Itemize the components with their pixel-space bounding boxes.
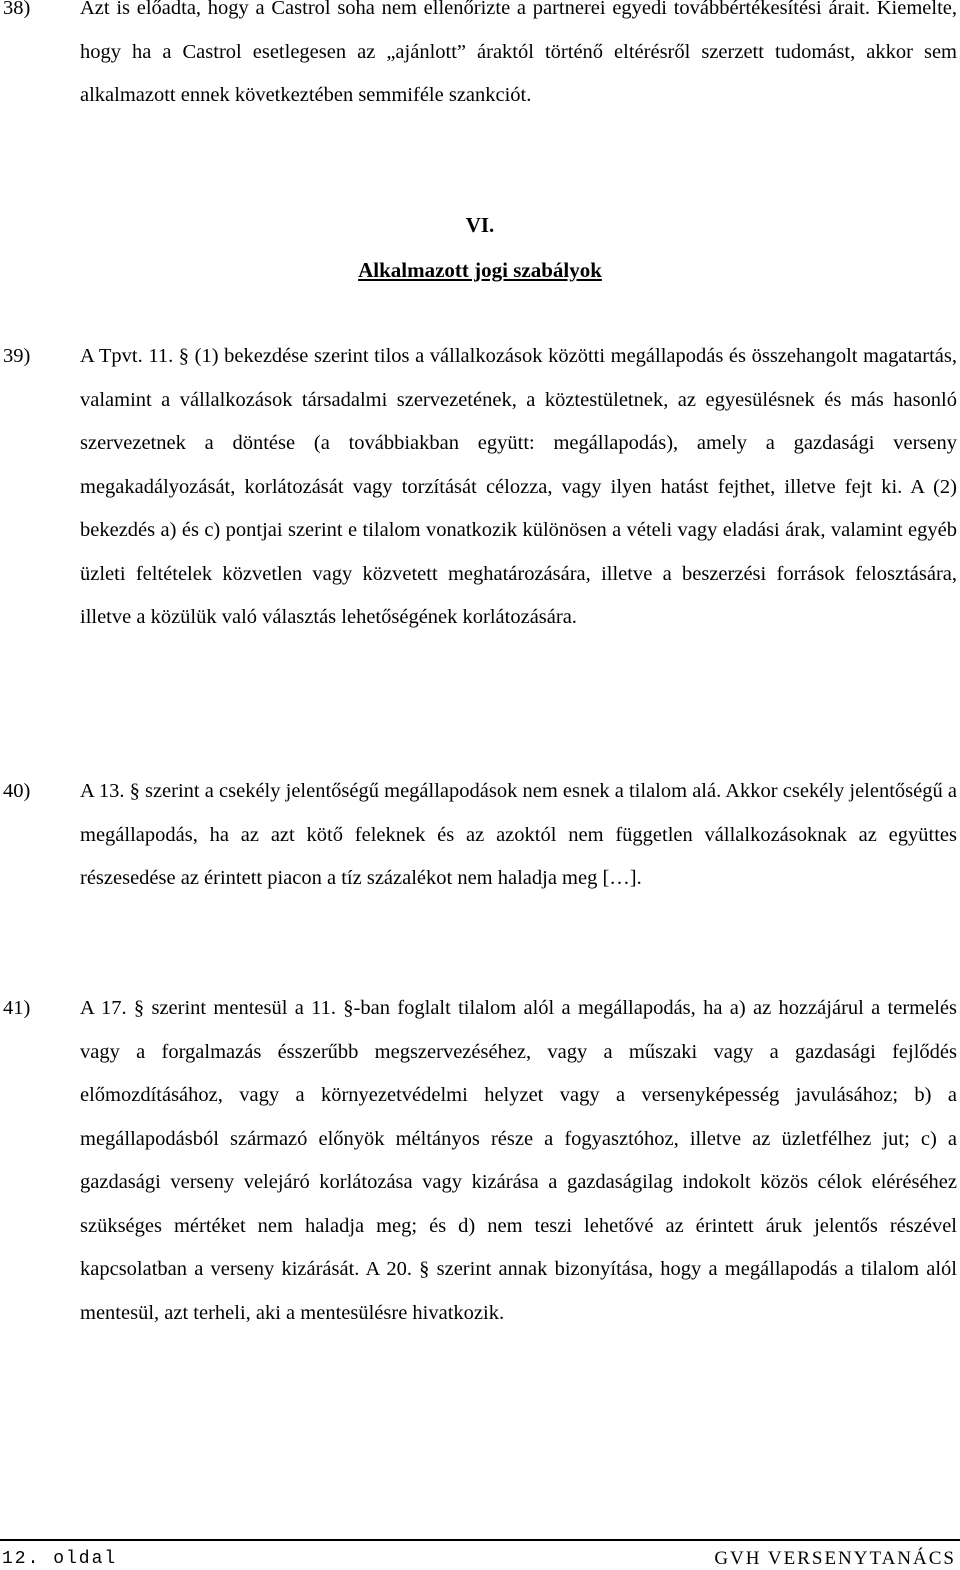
footer-divider — [0, 1539, 960, 1541]
section-title: Alkalmazott jogi szabályok — [358, 258, 602, 282]
footer-organization: GVH VERSENYTANÁCS — [714, 1548, 956, 1569]
paragraph-text: A 17. § szerint mentesül a 11. §-ban foglalt tilalom alól a megállapodás, ha a) az hozzájárul a termelés vagy a forgalmazás ésszerűbb megszervezéséhez, vagy a műszaki vagy a gazdasági fejlődés előmozdításához, vagy a környezetvédelmi helyzet vagy a versenyképesség javulásához; b) a megállapodásból származó előnyök méltányos része a fogyasztóhoz, illetve az üzletfélhez jut; c) a gazdasági verseny velejáró korlátozása vagy kizárása a gazdaságilag indokolt közös célok eléréséhez szükséges mértéket nem haladja meg; és d) nem teszi lehetővé az érintett áruk jelentős részével kapcsolatban a verseny kizárását. A 20. § szerint annak bizonyítása, hogy a megállapodás a tilalom alól mentesül, azt terheli, aki a mentesülésre hivatkozik. — [80, 997, 957, 1324]
section-number: VI. — [465, 213, 495, 237]
paragraph-number: 40) — [3, 780, 31, 802]
paragraph-41 — [0, 987, 957, 1335]
paragraph-text: A 13. § szerint a csekély jelentőségű megállapodások nem esnek a tilalom alá. Akkor csekély jelentőségű a megállapodás, ha az azt kötő feleknek és az azoktól nem független vállalkozásoknak az együttes részesedése az érintett piacon a tíz százalékot nem haladja meg […]. — [80, 780, 957, 889]
paragraph-39 — [0, 335, 957, 640]
footer-page-number: 12. oldal — [2, 1549, 118, 1569]
paragraph-number: 39) — [3, 345, 31, 367]
paragraph-40 — [0, 770, 957, 901]
paragraph-number: 41) — [3, 997, 31, 1019]
paragraph-number: 38) — [3, 0, 31, 19]
paragraph-38 — [0, 0, 957, 118]
paragraph-text: Azt is előadta, hogy a Castrol soha nem ellenőrizte a partnerei egyedi továbbértékesítési árait. Kiemelte, hogy ha a Castrol esetlegesen az „ajánlott” áraktól történő eltérésről szerzett tudomást, akkor sem alkalmazott ennek következtében semmiféle szankciót. — [80, 0, 957, 106]
paragraph-text: A Tpvt. 11. § (1) bekezdése szerint tilos a vállalkozások közötti megállapodás és összehangolt magatartás, valamint a vállalkozások társadalmi szervezetének, a köztestületnek, az egyesülésnek és más hasonló szervezetnek a döntése (a továbbiakban együtt: megállapodás), amely a gazdasági verseny megakadályozását, korlátozását vagy torzítását célozza, vagy ilyen hatást fejthet, illetve fejt ki. A (2) bekezdés a) és c) pontjai szerint e tilalom vonatkozik különösen a vételi vagy eladási árak, valamint egyéb üzleti feltételek közvetlen vagy közvetett meghatározására, illetve a beszerzési források felosztására, illetve a közülük való választás lehetőségének korlátozására. — [80, 345, 957, 628]
